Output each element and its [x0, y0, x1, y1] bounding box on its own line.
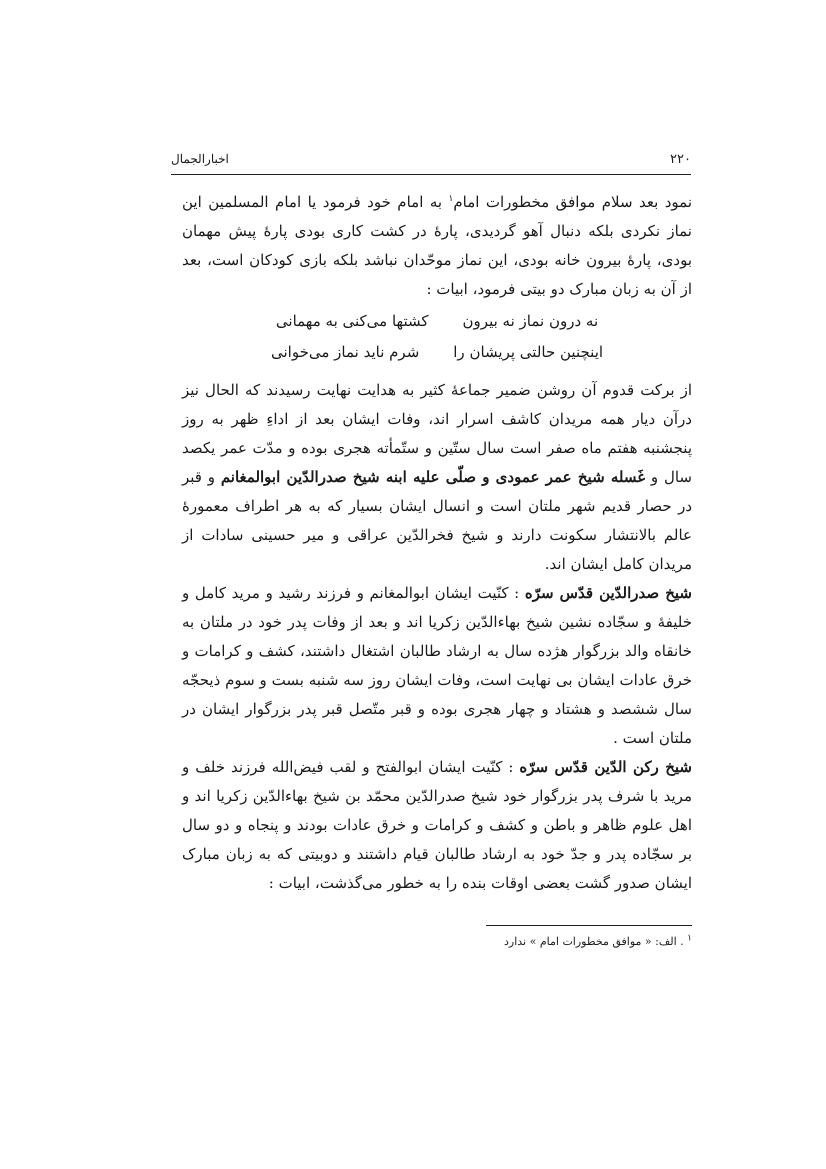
- section-heading-ruknuddin: شیخ رکن الدّین قدّس سرّه: [519, 758, 693, 776]
- verse-1-hemistich-1: نه درون نماز نه بیرون: [462, 312, 599, 330]
- paragraph-3: [182, 579, 692, 753]
- paragraph-2: [182, 376, 692, 579]
- footnote: [300, 933, 692, 951]
- running-header: [171, 150, 691, 175]
- footnote-divider: [486, 925, 692, 926]
- verse-2-hemistich-1: اینچنین حالتی پریشان را: [453, 343, 604, 361]
- paragraph-2-part-a: از برکت قدوم آن روشن ضمیر جماعهٔ کثیر به هدایت نهایت رسیدند که الحال نیز درآن دیار همه مریدان کاشف اسرار اند، وفات ایشان بعد از اداءِ ظهر به روز پنجشنبه هفتم ماه صفر است سال ستّین و ستّمأته هجری بوده و مدّت عمر یکصد سال و: [182, 381, 692, 486]
- paragraph-3-text: : کنّیت ایشان ابوالمغانم و فرزند رشید و مرید کامل و خلیفهٔ و سجّاده نشین شیخ بهاءالدّین زکریا اند و بعد از وفات پدر خود در ملتان به خانقاه والد بزرگوار هژده سال به ارشاد طالبان اشتغال داشتند، کشف و کرامات و خرق عادات ایشان بی نهایت است، وفات ایشان روز سه شنبه بست و سوم ذیحجّه سال ششصد و هشتاد و چهار هجری بوده و قبر متّصل قبر پدر بزرگوار ایشان در ملتان است .: [182, 584, 692, 747]
- paragraph-2-part-b: و قبر در حصار قدیم شهر ملتان است و انسال ایشان بسیار که به هر اطراف معمورهٔ عالم بالانتشار سکونت دارند و شیخ فخرالدّین عراقی و میر حسینی سادات از مریدان کامل ایشان اند.: [182, 468, 692, 573]
- main-text: [182, 188, 692, 898]
- footnote-text: . الف: « موافق مخطورات امام » ندارد: [504, 935, 688, 948]
- paragraph-2-bold: غَسله شیخ عمر عمودی و صلّی علیه ابنه شیخ صدرالدّین ابوالمغانم: [220, 468, 646, 486]
- running-title: اخبارالجمال: [171, 152, 229, 166]
- paragraph-1: [182, 188, 692, 304]
- paragraph-4-text: : کنّیت ایشان ابوالفتح و لقب فیض‌الله فرزند خلف و مرید با شرف پدر بزرگوار خود شیخ صدرالدّین محمّد بن شیخ بهاءالدّین زکریا اند و اهل علوم ظاهر و باطن و کشف و کرامات و خرق عادات بودند و پنجاه و دو سال بر سجّاده پدر و جدّ خود به ارشاد طالبان قیام داشتند و دوبیتی که به زبان مبارک ایشان صدور گشت بعضی اوقات بنده را به خطور می‌گذشت، ابیات :: [182, 758, 692, 892]
- footnote-number: ۱: [687, 933, 692, 944]
- verse-line-2: [182, 337, 692, 368]
- verse-line-1: [182, 306, 692, 337]
- verses-block: [182, 306, 692, 368]
- verse-1-hemistich-2: کشتها می‌کنی به مهمانی: [275, 312, 429, 330]
- verse-2-hemistich-2: شرم ناید نماز می‌خوانی: [270, 343, 420, 361]
- paragraph-1-start: نمود بعد سلام موافق مخطورات امام: [453, 193, 692, 211]
- page-number: ۲۲۰: [670, 152, 691, 167]
- paragraph-4: [182, 753, 692, 898]
- paragraph-1-rest: به امام خود فرمود یا امام المسلمین این نماز نکردی بلکه دنبال آهو گردیدی، پارهٔ در کشت کاری بودی پارهٔ پیش مهمان بودی، پارهٔ بیرون خانه بودی، این نماز موحّدان نباشد بلکه بازی کودکان است، بعد از آن به زبان مبارک دو بیتی فرمود، ابیات :: [182, 193, 692, 298]
- footnote-ref[interactable]: ۱: [448, 194, 454, 204]
- section-heading-sadruddin: شیخ صدرالدّین قدّس سرّه: [524, 584, 692, 602]
